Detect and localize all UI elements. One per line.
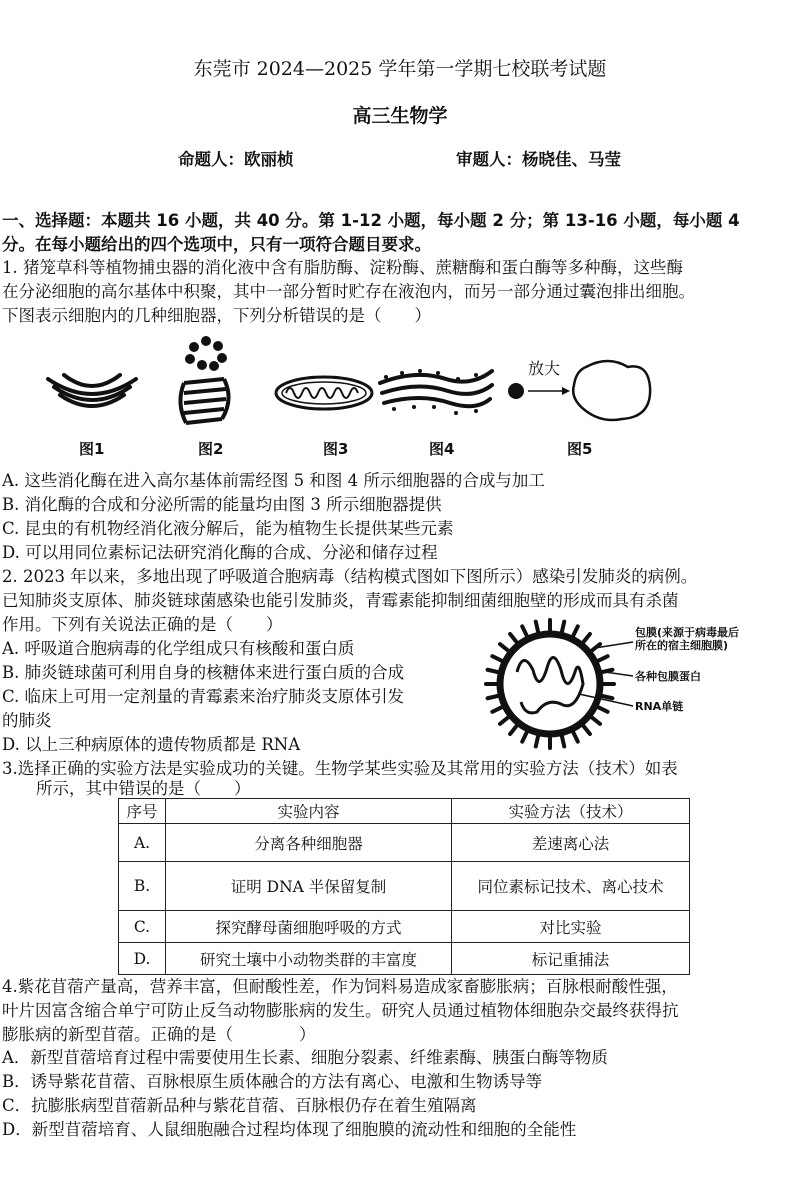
table-cell: 证明 DNA 半保留复制 [166, 862, 452, 911]
table-cell: 研究土壤中小动物类群的丰富度 [166, 943, 452, 975]
virus-label-envelope-1: 包膜(来源于病毒最后 [635, 626, 740, 639]
q2-option-c: C. 临床上可用一定剂量的青霉素来治疗肺炎支原体引发 [2, 687, 405, 706]
table-cell: 对比实验 [452, 911, 690, 943]
subject-title: 高三生物学 [352, 105, 448, 127]
q4-stem-2: 叶片因富含缩合单宁可防止反刍动物膨胀病的发生。研究人员通过植物体细胞杂交最终获得抗 [2, 1001, 679, 1020]
section-heading-line1: 一、选择题：本题共 16 小题，共 40 分。第 1-12 小题，每小题 2 分；第 13-16 小题，每小题 4 [2, 211, 740, 230]
virus-label-envelope-2: 所在的宿主细胞膜) [635, 639, 729, 652]
exam-title: 东莞市 2024—2025 学年第一学期七校联考试题 [193, 58, 607, 80]
table-cell: 分离各种细胞器 [166, 824, 452, 862]
fig4-label: 图4 [429, 440, 455, 458]
table-header: 实验内容 [166, 799, 452, 824]
q2-option-d: D. 以上三种病原体的遗传物质都是 RNA [2, 735, 301, 754]
table-header: 实验方法（技术） [452, 799, 690, 824]
virus-label-rna: RNA单链 [635, 700, 684, 713]
q2-stem-3: 作用。下列有关说法正确的是（ ） [2, 615, 283, 634]
section-heading-line2: 分。在每小题给出的四个选项中，只有一项符合题目要求。 [2, 235, 431, 254]
q2-stem-2: 已知肺炎支原体、肺炎链球菌感染也能引发肺炎，青霉素能抑制细菌细胞壁的形成而具有杀菌 [2, 591, 679, 610]
table-header: 序号 [119, 799, 166, 824]
fig3-label: 图3 [323, 440, 349, 458]
q1-option-c: C. 昆虫的有机物经消化液分解后，能为植物生长提供某些元素 [2, 519, 454, 538]
methods-table [118, 798, 690, 975]
q2-option-b: B. 肺炎链球菌可利用自身的核糖体来进行蛋白质的合成 [2, 663, 405, 682]
reviewer: 审题人：杨晓佳、马莹 [456, 150, 621, 169]
q1-stem-3: 下图表示细胞内的几种细胞器，下列分析错误的是（ ） [2, 306, 431, 325]
q1-stem-1: 1. 猪笼草科等植物捕虫器的消化液中含有脂肪酶、淀粉酶、蔗糖酶和蛋白酶等多种酶，这些酶 [2, 258, 683, 277]
q4-option-d: D．新型苜蓿培育、人鼠细胞融合过程均体现了细胞膜的流动性和细胞的全能性 [2, 1120, 577, 1139]
table-cell: B. [119, 862, 166, 911]
magnify-label: 放大 [528, 359, 561, 378]
table-cell: C. [119, 911, 166, 943]
authors-line [178, 146, 621, 170]
ribosome-figure [504, 355, 654, 425]
table-row [119, 824, 690, 862]
virus-label-protein: 各种包膜蛋白 [635, 670, 701, 683]
setter: 命题人：欧丽桢 [178, 150, 294, 169]
q1-option-b: B. 消化酶的合成和分泌所需的能量均由图 3 所示细胞器提供 [2, 495, 442, 514]
table-cell: 探究酵母菌细胞呼吸的方式 [166, 911, 452, 943]
q4-option-b: B．诱导紫花苜蓿、百脉根原生质体融合的方法有离心、电激和生物诱导等 [2, 1072, 543, 1091]
table-row [119, 862, 690, 911]
q3-stem-2: 所示，其中错误的是（ ） [36, 779, 251, 798]
mitochondrion-figure [272, 373, 376, 413]
q4-option-c: C．抗膨胀病型苜蓿新品种与紫花苜蓿、百脉根仍存在着生殖隔离 [2, 1096, 477, 1115]
golgi-figure [42, 357, 142, 417]
table-cell: 标记重捕法 [452, 943, 690, 975]
table-cell: 差速离心法 [452, 824, 690, 862]
q2-option-c-cont: 的肺炎 [2, 711, 52, 730]
table-cell: 同位素标记技术、离心技术 [452, 862, 690, 911]
q2-option-a: A. 呼吸道合胞病毒的化学组成只有核酸和蛋白质 [2, 639, 355, 658]
virus-diagram [475, 612, 800, 757]
q1-option-d: D. 可以用同位素标记法研究消化酶的合成、分泌和储存过程 [2, 543, 438, 562]
table-cell: A. [119, 824, 166, 862]
fig1-label: 图1 [79, 440, 105, 458]
q4-stem-1: 4.紫花苜蓿产量高，营养丰富，但耐酸性差，作为饲料易造成家畜膨胀病；百脉根耐酸性强， [2, 977, 678, 996]
table-row [119, 911, 690, 943]
endoplasmic-reticulum-figure [376, 361, 496, 421]
table-row [119, 943, 690, 975]
organelle-figures [0, 335, 800, 465]
table-cell: D. [119, 943, 166, 975]
q1-option-a: A. 这些消化酶在进入高尔基体前需经图 5 和图 4 所示细胞器的合成与加工 [2, 471, 545, 490]
q3-stem-1: 3.选择正确的实验方法是实验成功的关键。生物学某些实验及其常用的实验方法（技术）如表 [2, 759, 678, 778]
fig2-label: 图2 [198, 440, 224, 458]
q2-stem-1: 2. 2023 年以来，多地出现了呼吸道合胞病毒（结构模式图如下图所示）感染引发肺炎的病例。 [2, 567, 698, 586]
q4-option-a: A．新型苜蓿培育过程中需要使用生长素、细胞分裂素、纤维素酶、胰蛋白酶等物质 [2, 1048, 608, 1067]
fig5-label: 图5 [567, 440, 593, 458]
q4-stem-3: 膨胀病的新型苜蓿。正确的是（ ） [2, 1025, 316, 1044]
q1-stem-2: 在分泌细胞的高尔基体中积聚，其中一部分暂时贮存在液泡内，而另一部分通过囊泡排出细胞。 [2, 282, 695, 301]
vesicle-stack-figure [172, 335, 242, 435]
